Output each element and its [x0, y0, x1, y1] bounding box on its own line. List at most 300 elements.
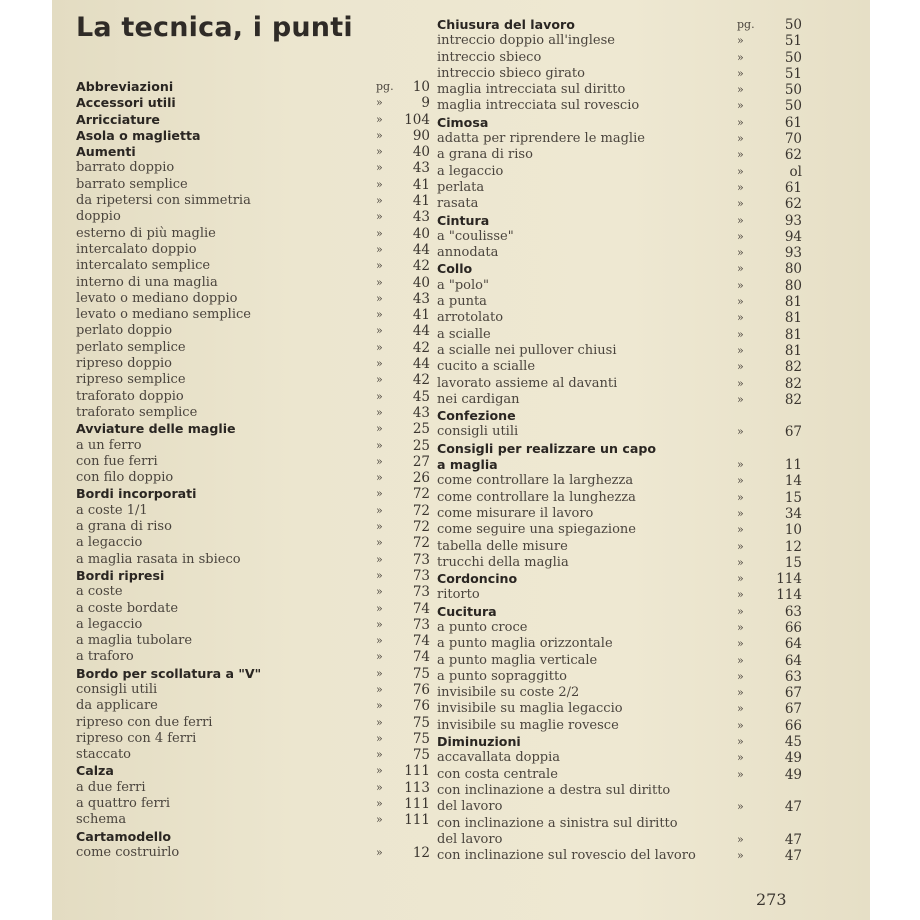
entry-page-marker: »: [737, 392, 744, 406]
entry-page-marker: »: [737, 653, 744, 667]
index-entry: [437, 587, 802, 603]
index-entry: [437, 653, 802, 669]
entry-term: Collo: [437, 261, 473, 277]
index-entry: [437, 131, 802, 147]
entry-page-number: 50: [784, 98, 802, 115]
entry-page-marker: »: [376, 748, 383, 762]
index-entry: [76, 226, 430, 242]
entry-page-marker: »: [376, 536, 383, 550]
entry-page-marker: »: [376, 128, 383, 142]
entry-page-number: 51: [784, 65, 802, 82]
entry-term: a grana di riso: [76, 519, 172, 535]
entry-term: traforato semplice: [76, 404, 198, 420]
entry-page-number: 44: [412, 241, 430, 258]
entry-page-marker: »: [737, 539, 744, 553]
entry-page-marker: »: [376, 634, 383, 648]
entry-term: Chiusura del lavoro: [437, 17, 575, 32]
entry-page-marker: »: [376, 487, 383, 501]
entry-term: consigli utili: [76, 681, 158, 697]
index-column-right: [437, 17, 802, 864]
entry-term: a coste bordate: [76, 600, 179, 616]
entry-term: invisibile su maglia legaccio: [437, 701, 623, 717]
entry-term: maglia intrecciata sul rovescio: [437, 98, 640, 114]
entry-page-marker: »: [737, 490, 744, 504]
index-entry: [437, 571, 802, 587]
entry-page-marker: »: [376, 226, 383, 240]
index-entry: [76, 486, 430, 502]
entry-term: a maglia: [437, 457, 498, 473]
index-entry: [437, 229, 802, 245]
index-entry: [437, 278, 802, 294]
entry-page-marker: »: [737, 246, 744, 260]
entry-page-marker: »: [376, 666, 383, 680]
index-entry: [76, 584, 430, 600]
index-entry: [76, 535, 430, 551]
entry-page-number: 90: [412, 127, 430, 144]
entry-term: a traforo: [76, 649, 134, 665]
index-entry: [437, 783, 802, 799]
index-entry: [76, 617, 430, 633]
index-entry: [76, 601, 430, 617]
index-entry: [76, 275, 430, 291]
entry-page-marker: »: [376, 357, 383, 371]
entry-page-marker: »: [737, 262, 744, 276]
entry-term: Bordi incorporati: [76, 486, 197, 502]
index-entry: [437, 327, 802, 343]
index-entry: [76, 780, 430, 796]
entry-term: cucito a scialle: [437, 359, 536, 375]
entry-page-marker: »: [376, 275, 383, 289]
entry-page-number: 12: [784, 538, 802, 555]
index-entry: [76, 568, 430, 584]
entry-page-marker: »: [376, 813, 383, 827]
entry-page-number: 41: [412, 176, 430, 193]
entry-term: esterno di più maglie: [76, 225, 216, 241]
entry-page-number: 74: [412, 633, 430, 650]
entry-term: del lavoro: [437, 831, 503, 847]
entry-term: Cordoncino: [437, 571, 518, 587]
entry-page-marker: »: [737, 572, 744, 586]
index-entry: [437, 213, 802, 229]
entry-term: come costruirlo: [76, 844, 180, 860]
index-entry: [437, 620, 802, 636]
index-entry: [437, 98, 802, 114]
index-entry: [437, 718, 802, 734]
entry-page-marker: »: [737, 213, 744, 227]
index-entry: [76, 470, 430, 486]
index-entry: [437, 490, 802, 506]
entry-term: Confezione: [437, 408, 516, 424]
index-entry: [76, 454, 430, 470]
index-entry: [437, 359, 802, 375]
entry-page-marker: »: [737, 197, 744, 211]
entry-page-number: 113: [404, 779, 430, 796]
entry-page-marker: »: [376, 764, 383, 778]
entry-term: tabella delle misure: [437, 538, 568, 554]
index-entry: [437, 245, 802, 261]
index-entry: [437, 33, 802, 49]
entry-page-number: 45: [784, 734, 802, 751]
entry-page-number: 93: [784, 212, 802, 229]
entry-term: Cartamodello: [76, 828, 172, 844]
entry-page-number: 73: [412, 551, 430, 568]
index-entry: [76, 112, 430, 128]
entry-term: intreccio sbieco: [437, 49, 542, 65]
entry-page-number: 44: [412, 356, 430, 373]
entry-page-marker: »: [737, 523, 744, 537]
index-entry: [76, 519, 430, 535]
entry-term: da ripetersi con simmetria: [76, 193, 251, 209]
entry-page-marker: »: [376, 845, 383, 859]
entry-page-marker: »: [737, 588, 744, 602]
index-entry: [437, 196, 802, 212]
entry-term: accavallata doppia: [437, 750, 561, 766]
entry-page-number: 66: [784, 717, 802, 734]
entry-page-marker: »: [376, 259, 383, 273]
entry-term: ritorto: [437, 587, 480, 603]
entry-page-number: 11: [784, 457, 802, 474]
entry-page-number: 45: [412, 388, 430, 405]
entry-page-marker: »: [737, 458, 744, 472]
index-entry: [76, 307, 430, 323]
entry-page-number: 64: [784, 652, 802, 669]
index-entry: [76, 242, 430, 258]
entry-page-marker: »: [376, 617, 383, 631]
entry-page-number: 47: [784, 848, 802, 865]
index-entry: [437, 180, 802, 196]
entry-page-number: 72: [412, 502, 430, 519]
entry-page-number: 82: [784, 375, 802, 392]
entry-page-number: 49: [784, 766, 802, 783]
index-entry: [437, 261, 802, 277]
entry-page-marker: »: [376, 308, 383, 322]
entry-page-number: 114: [776, 571, 802, 588]
entry-term: intreccio sbieco girato: [437, 65, 585, 81]
entry-page-number: 25: [412, 421, 430, 438]
entry-term: ripreso doppio: [76, 356, 173, 372]
index-entry: [437, 799, 802, 815]
index-entry: [437, 832, 802, 848]
index-entry: [76, 747, 430, 763]
entry-page-marker: »: [376, 682, 383, 696]
index-entry: [76, 144, 430, 160]
entry-term: a legaccio: [437, 163, 504, 179]
entry-term: rasata: [437, 196, 479, 212]
entry-term: a punto maglia verticale: [437, 652, 598, 668]
entry-page-number: 75: [412, 730, 430, 747]
entry-term: a scialle: [437, 326, 491, 342]
entry-page-marker: »: [376, 161, 383, 175]
entry-term: Cucitura: [437, 603, 497, 619]
entry-page-marker: »: [376, 405, 383, 419]
entry-page-number: 43: [412, 160, 430, 177]
entry-page-number: 41: [412, 307, 430, 324]
entry-page-number: 62: [784, 196, 802, 213]
entry-term: con inclinazione sul rovescio del lavoro: [437, 848, 696, 864]
entry-page-number: 67: [784, 685, 802, 702]
entry-term: a legaccio: [76, 616, 143, 632]
index-entry: [437, 294, 802, 310]
entry-page-number: 50: [784, 49, 802, 66]
entry-page-number: 63: [784, 668, 802, 685]
entry-page-number: 75: [412, 665, 430, 682]
entry-page-number: 81: [784, 294, 802, 311]
entry-page-marker: »: [737, 50, 744, 64]
entry-term: a grana di riso: [437, 147, 533, 163]
entry-term: come misurare il lavoro: [437, 505, 594, 521]
entry-page-marker: »: [737, 751, 744, 765]
entry-page-marker: »: [376, 797, 383, 811]
entry-page-number: 14: [784, 473, 802, 490]
entry-term: come controllare la larghezza: [437, 473, 634, 489]
index-entry: [76, 829, 430, 845]
entry-page-marker: »: [737, 83, 744, 97]
entry-term: come controllare la lunghezza: [437, 489, 636, 505]
entry-page-number: 10: [784, 522, 802, 539]
entry-term: intercalato doppio: [76, 241, 197, 257]
index-entry: [437, 50, 802, 66]
entry-page-marker: »: [737, 718, 744, 732]
index-entry: [437, 473, 802, 489]
entry-page-marker: »: [737, 376, 744, 390]
index-entry: [76, 763, 430, 779]
entry-term: Abbreviazioni: [76, 79, 174, 94]
entry-page-number: 70: [784, 131, 802, 148]
entry-page-marker: »: [737, 702, 744, 716]
entry-term: arrotolato: [437, 310, 504, 326]
entry-page-number: 81: [784, 310, 802, 327]
index-entry: [437, 685, 802, 701]
entry-page-marker: »: [376, 389, 383, 403]
entry-page-marker: »: [737, 800, 744, 814]
index-entry: [437, 636, 802, 652]
entry-page-number: 80: [784, 261, 802, 278]
entry-page-number: 73: [412, 567, 430, 584]
entry-page-number: 73: [412, 616, 430, 633]
index-entry: [437, 66, 802, 82]
entry-page-marker: »: [376, 96, 383, 110]
entry-page-number: 67: [784, 424, 802, 441]
entry-page-marker: »: [737, 637, 744, 651]
entry-page-number: 49: [784, 750, 802, 767]
index-entry: [437, 734, 802, 750]
entry-page-marker: »: [376, 210, 383, 224]
index-entry: [76, 812, 430, 828]
entry-term: come seguire una spiegazione: [437, 522, 636, 538]
entry-page-number: 72: [412, 535, 430, 552]
entry-page-number: 111: [404, 812, 430, 829]
index-entry: [437, 147, 802, 163]
index-entry: [76, 323, 430, 339]
entry-page-number: 15: [784, 554, 802, 571]
entry-term: a coste 1/1: [76, 502, 148, 518]
entry-page-marker: »: [737, 360, 744, 374]
entry-page-marker: »: [376, 780, 383, 794]
entry-page-marker: »: [737, 832, 744, 846]
entry-page-number: 66: [784, 619, 802, 636]
entry-page-number: 51: [784, 33, 802, 50]
index-entry: [76, 160, 430, 176]
entry-page-marker: »: [376, 731, 383, 745]
entry-page-number: 50: [784, 82, 802, 99]
index-entry: [76, 649, 430, 665]
entry-page-number: 111: [404, 796, 430, 813]
entry-term: a maglia tubolare: [76, 633, 193, 649]
entry-page-number: 40: [412, 225, 430, 242]
entry-page-number: 94: [784, 228, 802, 245]
entry-page-marker: »: [376, 454, 383, 468]
entry-page-marker: »: [376, 373, 383, 387]
index-entry: [76, 421, 430, 437]
entry-page-number: ol: [789, 163, 802, 180]
entry-page-number: 40: [412, 144, 430, 161]
entry-term: Asola o maglietta: [76, 127, 201, 143]
index-entry: [76, 405, 430, 421]
entry-page-marker: »: [737, 620, 744, 634]
entry-term: barrato semplice: [76, 176, 188, 192]
index-entry: [76, 503, 430, 519]
entry-page-number: 27: [412, 453, 430, 470]
index-entry: [437, 701, 802, 717]
entry-page-number: 74: [412, 649, 430, 666]
entry-page-marker: »: [376, 471, 383, 485]
entry-page-number: 114: [776, 587, 802, 604]
entry-page-marker: »: [737, 686, 744, 700]
entry-page-marker: »: [376, 194, 383, 208]
entry-term: a quattro ferri: [76, 796, 171, 812]
entry-page-number: 43: [412, 404, 430, 421]
entry-page-marker: »: [737, 425, 744, 439]
entry-page-number: 9: [421, 95, 430, 112]
index-entry: [76, 258, 430, 274]
entry-page-number: 111: [404, 763, 430, 780]
entry-term: a punta: [437, 294, 487, 310]
entry-term: Diminuzioni: [437, 734, 521, 750]
entry-term: Bordi ripresi: [76, 567, 165, 583]
entry-page-number: 34: [784, 505, 802, 522]
entry-page-marker: »: [376, 340, 383, 354]
entry-page-marker: pg.: [737, 18, 755, 31]
entry-term: levato o mediano semplice: [76, 307, 251, 323]
entry-term: a "coulisse": [437, 228, 514, 244]
index-entry: [437, 441, 802, 457]
page-number: 273: [756, 890, 787, 909]
entry-page-marker: »: [737, 604, 744, 618]
entry-page-number: 47: [784, 799, 802, 816]
entry-term: Bordo per scollatura a "V": [76, 665, 262, 681]
entry-page-marker: »: [737, 66, 744, 80]
entry-page-number: 76: [412, 681, 430, 698]
entry-term: a legaccio: [76, 535, 143, 551]
entry-page-marker: »: [376, 699, 383, 713]
entry-term: perlato doppio: [76, 323, 173, 339]
index-entry: [437, 506, 802, 522]
entry-page-marker: »: [737, 295, 744, 309]
index-entry: [76, 193, 430, 209]
entry-page-marker: »: [737, 311, 744, 325]
entry-page-marker: »: [376, 601, 383, 615]
index-entry: [76, 731, 430, 747]
entry-page-marker: »: [376, 552, 383, 566]
entry-page-number: 76: [412, 698, 430, 715]
entry-page-number: 43: [412, 290, 430, 307]
index-entry: [437, 848, 802, 864]
page-title: La tecnica, i punti: [76, 12, 353, 43]
index-entry: [437, 310, 802, 326]
entry-page-number: 12: [412, 844, 430, 861]
entry-page-marker: »: [737, 132, 744, 146]
entry-page-number: 72: [412, 519, 430, 536]
entry-page-marker: »: [737, 99, 744, 113]
entry-term: consigli utili: [437, 424, 519, 440]
entry-term: ripreso con 4 ferri: [76, 730, 197, 746]
entry-page-number: 63: [784, 603, 802, 620]
entry-term: invisibile su maglie rovesce: [437, 717, 619, 733]
index-entry: [437, 816, 802, 832]
entry-page-number: 43: [412, 209, 430, 226]
entry-page-marker: »: [376, 503, 383, 517]
book-page: [52, 0, 870, 920]
entry-term: schema: [76, 812, 127, 828]
index-entry: [437, 539, 802, 555]
entry-term: a coste: [76, 584, 123, 600]
entry-page-marker: »: [737, 849, 744, 863]
entry-page-marker: »: [376, 585, 383, 599]
entry-term: da applicare: [76, 698, 158, 714]
entry-page-marker: »: [737, 343, 744, 357]
entry-term: invisibile su coste 2/2: [437, 685, 580, 701]
index-entry: [437, 669, 802, 685]
entry-term: lavorato assieme al davanti: [437, 375, 618, 391]
entry-term: con inclinazione a sinistra sul diritto: [437, 815, 678, 831]
index-entry: [76, 291, 430, 307]
entry-page-number: 67: [784, 701, 802, 718]
index-entry: [76, 438, 430, 454]
index-entry: [76, 79, 430, 95]
index-entry: [437, 750, 802, 766]
entry-page-number: 26: [412, 470, 430, 487]
entry-term: a un ferro: [76, 437, 142, 453]
index-entry: [437, 82, 802, 98]
entry-term: traforato doppio: [76, 388, 184, 404]
entry-page-number: 42: [412, 372, 430, 389]
entry-page-number: 80: [784, 277, 802, 294]
entry-page-marker: »: [376, 520, 383, 534]
entry-term: maglia intrecciata sul diritto: [437, 82, 626, 98]
entry-term: intercalato semplice: [76, 258, 211, 274]
entry-page-number: 81: [784, 326, 802, 343]
entry-page-number: 93: [784, 245, 802, 262]
entry-term: staccato: [76, 747, 132, 763]
entry-term: annodata: [437, 245, 499, 261]
entry-page-number: 104: [404, 111, 430, 128]
entry-page-number: 81: [784, 342, 802, 359]
entry-page-number: 75: [412, 714, 430, 731]
entry-term: con inclinazione a destra sul diritto: [437, 782, 671, 798]
index-entry: [437, 17, 802, 33]
entry-term: a "polo": [437, 277, 489, 293]
entry-page-number: 61: [784, 179, 802, 196]
index-entry: [76, 128, 430, 144]
index-entry: [76, 796, 430, 812]
entry-page-marker: »: [737, 669, 744, 683]
entry-term: Cintura: [437, 212, 490, 228]
entry-page-number: 82: [784, 391, 802, 408]
entry-term: nei cardigan: [437, 391, 520, 407]
entry-term: con fue ferri: [76, 453, 158, 469]
entry-page-number: 25: [412, 437, 430, 454]
entry-page-number: 50: [784, 17, 802, 33]
